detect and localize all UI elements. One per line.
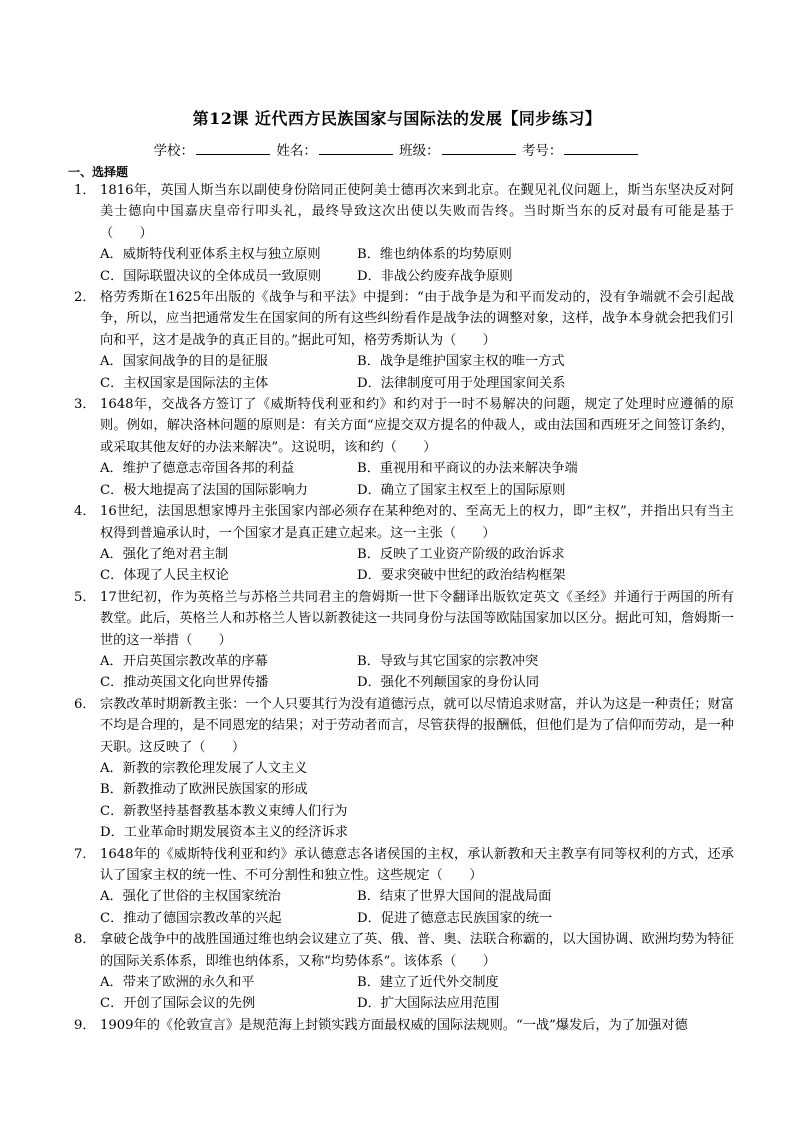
question-number: 4． [74,504,96,520]
answer-options [74,972,734,1015]
answer-options [74,758,734,844]
question-stem: 1648年的《威斯特伐利亚和约》承认德意志各诸侯国的主权，承认新教和天主教享有同等权利的方式，还承认了国家主权的统一性、不可分割性和独立性。这些规定（ ） [100,846,734,883]
answer-option[interactable]: A．维护了德意志帝国各邦的利益 [100,461,295,477]
answer-option[interactable]: A．强化了绝对君主制 [100,546,229,562]
question-number: 7． [74,846,96,862]
question-item [74,501,734,587]
question-number: 3． [74,397,96,413]
answer-option[interactable]: B．建立了近代外交制度 [357,975,499,991]
name-blank[interactable] [319,142,393,155]
question-stem: 拿破仑战争中的战胜国通过维也纳会议建立了英、俄、普、奥、法联合称霸的，以大国协调、欧洲均势为特征的国际关系体系，即维也纳体系，又称“均势体系”。该体系（ ） [100,932,734,969]
question-stem: 16世纪，法国思想家博丹主张国家内部必须存在某种绝对的、至高无上的权力，即“主权”，并指出只有当主权得到普遍承认时，一个国家才是真正建立起来。这一主张（ ） [100,504,734,541]
student-info-line [0,139,794,159]
answer-option[interactable]: C．主权国家是国际法的主体 [100,375,269,391]
question-item [74,180,734,287]
question-stem: 17世纪初，作为英格兰与苏格兰共同君主的詹姆斯一世下令翻译出版钦定英文《圣经》并通行于两国的所有教堂。此后，英格兰人和苏格兰人皆以新教徒这一共同身份与法国等欧陆国家加以区分。据此可知，詹姆斯一世的这一举措（ ） [100,589,734,648]
school-blank[interactable] [196,142,270,155]
answer-option[interactable]: D．扩大国际法应用范围 [357,996,500,1012]
answer-option[interactable]: C．推动英国文化向世界传播 [100,675,269,691]
question-stem: 1648年，交战各方签订了《威斯特伐利亚和约》和约对于一时不易解决的问题，规定了处理时应遵循的原则。例如，解决洛林问题的原则是：有关方面“应提交双方提名的仲裁人，或由法国和西班牙之间签订条约，或采取其他友好的办法来解决”。这说明，该和约（ ） [100,397,734,455]
question-item [74,694,734,844]
answer-options [74,351,734,394]
answer-option[interactable]: B．重视用和平商议的办法来解决争端 [357,461,578,477]
answer-options [74,244,734,287]
question-item [74,287,734,394]
answer-option[interactable]: B．战争是维护国家主权的唯一方式 [357,354,565,370]
question-number: 9． [74,1017,96,1033]
question-stem: 格劳秀斯在1625年出版的《战争与和平法》中提到：“由于战争是为和平而发动的，没有争端就不会引起战争，所以，应当把通常发生在国家间的所有这些纠纷看作是战争法的调整对象，这样，战争本身就会把我们引向和平，这才是战争的真正目的。”据此可知，格劳秀斯认为（ ） [100,290,734,348]
question-number: 5． [74,589,96,605]
answer-option[interactable]: A．带来了欧洲的永久和平 [100,975,255,991]
answer-option[interactable]: A．强化了世俗的主权国家统治 [100,889,281,905]
answer-option[interactable]: C．新教坚持基督教基本教义束缚人们行为 [100,803,348,819]
answer-option[interactable]: B．新教推动了欧洲民族国家的形成 [100,782,308,798]
answer-option[interactable]: C．推动了德国宗教改革的兴起 [100,910,282,926]
question-item [74,1015,734,1036]
question-stem: 1909年的《伦敦宣言》是规范海上封锁实践方面最权威的国际法规则。“一战”爆发后，为了加强对德 [100,1017,688,1033]
answer-option[interactable]: D．非战公约废弃战争原则 [357,268,513,284]
class-blank[interactable] [442,142,516,155]
answer-option[interactable]: D．确立了国家主权至上的国际原则 [357,482,566,498]
answer-option[interactable]: C．开创了国际会议的先例 [100,996,256,1012]
answer-options [74,458,734,501]
question-number: 2． [74,290,96,306]
exam-number-blank[interactable] [564,142,638,155]
question-stem: 宗教改革时期新教主张：一个人只要其行为没有道德污点，就可以尽情追求财富，并认为这是一种责任；财富不均是合理的，是不同恩宠的结果；对于劳动者而言，尽管获得的报酬低，但他们是为了信仰而劳动，是一种天职。这反映了（ ） [100,696,734,755]
answer-option[interactable]: A．新教的宗教伦理发展了人文主义 [100,760,308,776]
question-stem: 1816年，英国人斯当东以副使身份陪同正使阿美士德再次来到北京。在觐见礼仪问题上，斯当东坚决反对阿美士德向中国嘉庆皇帝行叩头礼，最终导致这次出使以失败而告终。当时斯当东的反对最有可能是基于（ ） [100,183,734,241]
name-label: 姓名： [276,143,317,159]
question-number: 6． [74,696,96,712]
question-item [74,929,734,1015]
section-heading: 一、选择题 [68,165,129,179]
question-item [74,844,734,930]
answer-option[interactable]: D．强化不列颠国家的身份认同 [357,675,540,691]
question-list [74,180,734,1036]
question-number: 1． [74,183,96,198]
page-title: 第12课 近代西方民族国家与国际法的发展【同步练习】 [192,109,602,128]
answer-options [74,886,734,929]
answer-option[interactable]: B．反映了工业资产阶级的政治诉求 [357,546,565,562]
answer-option[interactable]: D．要求突破中世纪的政治结构框架 [357,568,566,584]
answer-option[interactable]: B．结束了世界大国间的混战局面 [357,889,552,905]
answer-option[interactable]: A．国家间战争的目的是征服 [100,354,268,370]
class-label: 班级： [399,143,440,159]
answer-option[interactable]: A．威斯特伐利亚体系主权与独立原则 [100,247,321,263]
answer-options [74,544,734,587]
question-number: 8． [74,932,96,948]
answer-option[interactable]: B．维也纳体系的均势原则 [357,247,512,263]
answer-options [74,651,734,694]
answer-option[interactable]: D．工业革命时期发展资本主义的经济诉求 [100,825,348,841]
answer-option[interactable]: D．促进了德意志民族国家的统一 [357,910,553,926]
answer-option[interactable]: C．国际联盟决议的全体成员一致原则 [100,268,322,284]
answer-option[interactable]: C．体现了人民主权论 [100,568,229,584]
answer-option[interactable]: B．导致与其它国家的宗教冲突 [357,653,539,669]
school-label: 学校： [153,143,195,159]
exam-number-label: 考号： [521,143,563,159]
question-item [74,587,734,694]
answer-option[interactable]: D．法律制度可用于处理国家间关系 [357,375,566,391]
answer-option[interactable]: C．极大地提高了法国的国际影响力 [100,482,308,498]
question-item [74,394,734,501]
answer-option[interactable]: A．开启英国宗教改革的序幕 [100,653,268,669]
